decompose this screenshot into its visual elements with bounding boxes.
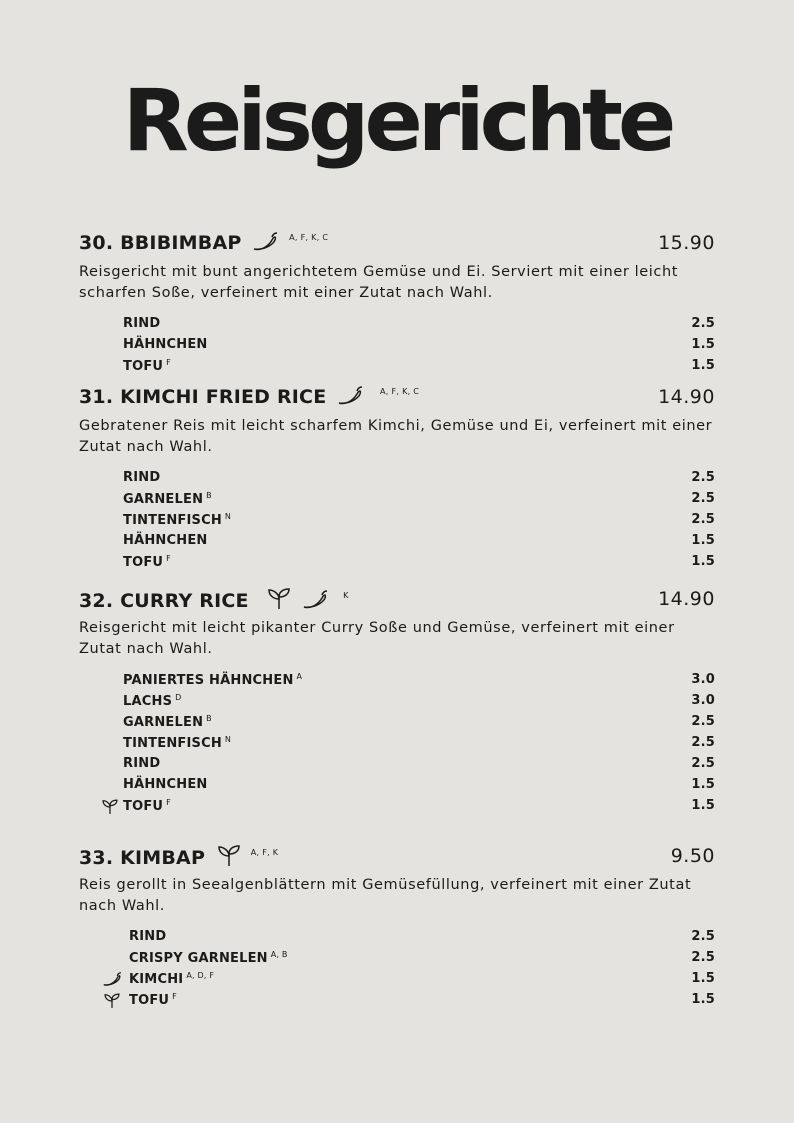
option-allergen: N [224, 512, 232, 521]
option-row [79, 795, 715, 816]
item-name: 33. KIMBAP [79, 847, 206, 869]
item-name: 32. CURRY RICE [79, 590, 249, 612]
option-row [79, 467, 715, 488]
option-name: HÄHNCHEN [123, 337, 208, 352]
option-name: HÄHNCHEN [123, 533, 208, 548]
option-name: TOFU [123, 555, 164, 570]
menu-item [79, 386, 715, 572]
option-row [79, 968, 715, 989]
option-price: 2.5 [691, 714, 715, 729]
option-row [79, 732, 715, 753]
allergen-codes: A, F, K [250, 848, 279, 857]
allergen-codes: K [343, 591, 349, 600]
option-price: 1.5 [691, 554, 715, 569]
option-row [79, 355, 715, 376]
option-price: 3.0 [691, 693, 715, 708]
allergen-codes: A, F, K, C [380, 387, 420, 396]
option-row [79, 530, 715, 551]
option-price: 1.5 [691, 533, 715, 548]
sprout-icon [101, 799, 119, 819]
option-price: 2.5 [691, 316, 715, 331]
option-name: LACHS [123, 694, 173, 709]
option-name: RIND [123, 316, 161, 331]
item-description: Reis gerollt in Seealgenblättern mit Gemüsefüllung, verfeinert mit einer Zutat nach Wahl. [79, 877, 692, 914]
option-allergen: F [166, 554, 171, 563]
option-allergen: N [224, 735, 232, 744]
chili-icon [252, 232, 278, 252]
option-price: 2.5 [691, 950, 715, 965]
option-price: 1.5 [691, 337, 715, 352]
option-row [79, 947, 715, 968]
option-name: HÄHNCHEN [123, 777, 208, 792]
option-name: TINTENFISCH [123, 513, 222, 528]
option-allergen: F [172, 992, 177, 1001]
item-description: Reisgericht mit leicht pikanter Curry Soße und Gemüse, verfeinert mit einer Zutat nach Wahl. [79, 620, 675, 657]
option-row [79, 334, 715, 355]
option-allergen: A, B [270, 950, 288, 959]
item-name: 31. KIMCHI FRIED RICE [79, 386, 327, 408]
option-name: KIMCHI [129, 972, 184, 987]
option-name: GARNELEN [123, 492, 204, 507]
option-price: 1.5 [691, 798, 715, 813]
allergen-codes: A, F, K, C [289, 233, 329, 242]
option-row [79, 926, 715, 947]
option-price: 1.5 [691, 777, 715, 792]
menu-item [79, 588, 715, 816]
chili-icon [302, 590, 328, 610]
item-price: 15.90 [658, 232, 715, 254]
option-row [79, 690, 715, 711]
option-row [79, 711, 715, 732]
option-row [79, 313, 715, 334]
sprout-icon [103, 993, 121, 1013]
item-name: 30. BBIBIMBAP [79, 232, 242, 254]
option-price: 1.5 [691, 358, 715, 373]
item-price: 9.50 [670, 845, 715, 867]
option-row [79, 551, 715, 572]
menu-item [79, 845, 715, 1010]
option-allergen: B [206, 491, 212, 500]
option-name: RIND [123, 756, 161, 771]
option-row [79, 509, 715, 530]
option-name: CRISPY GARNELEN [129, 951, 268, 966]
option-name: RIND [123, 470, 161, 485]
option-name: TOFU [129, 993, 170, 1008]
option-price: 2.5 [691, 929, 715, 944]
page-title: Reisgerichte [122, 71, 672, 171]
sprout-icon [216, 845, 242, 867]
option-allergen: B [206, 714, 212, 723]
option-allergen: F [166, 798, 171, 807]
option-name: TINTENFISCH [123, 736, 222, 751]
chili-icon [337, 386, 363, 406]
option-row [79, 774, 715, 795]
menu-item [79, 232, 715, 376]
item-description: Gebratener Reis mit leicht scharfem Kimchi, Gemüse und Ei, verfeinert mit einer Zutat nach Wahl. [79, 418, 713, 455]
option-allergen: A, D, F [186, 971, 215, 980]
option-price: 2.5 [691, 735, 715, 750]
option-row [79, 753, 715, 774]
option-price: 2.5 [691, 756, 715, 771]
option-row [79, 989, 715, 1010]
option-row [79, 669, 715, 690]
option-allergen: F [166, 358, 171, 367]
option-name: TOFU [123, 359, 164, 374]
item-price: 14.90 [658, 588, 715, 610]
option-name: TOFU [123, 799, 164, 814]
item-price: 14.90 [658, 386, 715, 408]
option-price: 1.5 [691, 971, 715, 986]
option-price: 3.0 [691, 672, 715, 687]
item-description: Reisgericht mit bunt angerichtetem Gemüse und Ei. Serviert mit einer leicht scharfen Soße, verfeinert mit einer Zutat nach Wahl. [79, 264, 679, 301]
option-price: 1.5 [691, 992, 715, 1007]
option-name: PANIERTES HÄHNCHEN [123, 673, 294, 688]
option-name: GARNELEN [123, 715, 204, 730]
option-price: 2.5 [691, 491, 715, 506]
option-name: RIND [129, 929, 167, 944]
option-price: 2.5 [691, 512, 715, 527]
option-allergen: A [296, 672, 303, 681]
option-price: 2.5 [691, 470, 715, 485]
sprout-icon [266, 588, 292, 610]
option-allergen: D [175, 693, 182, 702]
option-row [79, 488, 715, 509]
